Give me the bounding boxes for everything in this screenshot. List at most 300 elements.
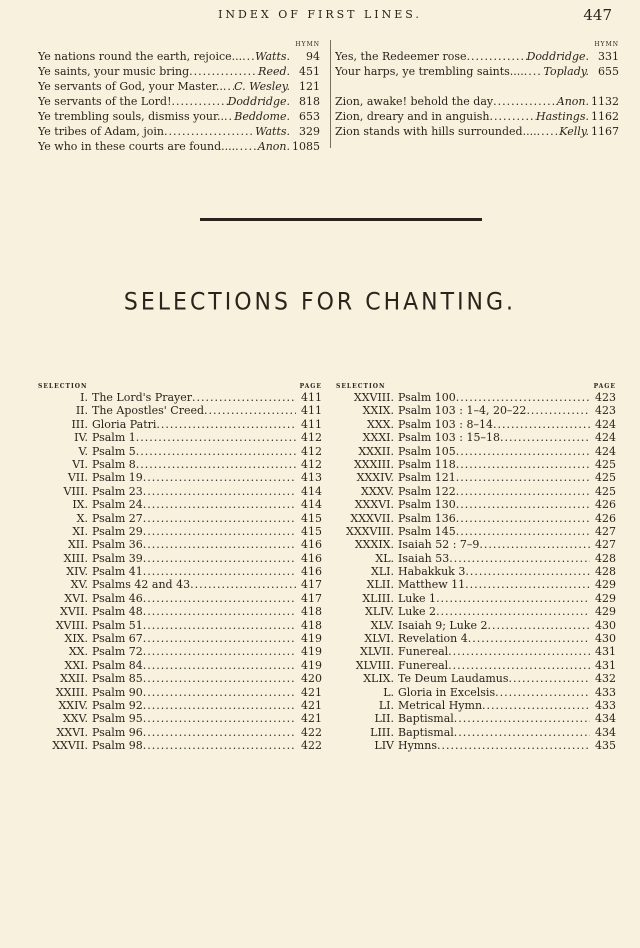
author-name: Toplady. <box>543 65 589 78</box>
dot-leader <box>495 686 590 699</box>
hymn-entry <box>335 124 619 139</box>
selection-entry <box>38 458 322 471</box>
hymn-number: 331 <box>598 50 619 63</box>
running-title: INDEX OF FIRST LINES. <box>218 8 422 21</box>
selection-title: Psalm 29 <box>92 524 143 538</box>
selection-entry <box>38 525 322 538</box>
dot-leader <box>143 659 296 672</box>
selection-page: 412 <box>301 457 322 471</box>
page-label: PAGE <box>299 383 322 390</box>
hymn-entry <box>335 64 619 79</box>
selection-entry <box>38 565 322 578</box>
selection-page: 423 <box>595 404 616 418</box>
hymn-entry <box>38 109 320 124</box>
selection-numeral: LIV <box>374 739 394 753</box>
selection-title: Psalm 84 <box>92 658 143 672</box>
selections-right-column <box>336 382 616 753</box>
author-name: Doddridge. <box>227 95 290 108</box>
hymn-entry <box>38 124 320 139</box>
selection-entry <box>38 498 322 511</box>
selection-page: 422 <box>301 739 322 753</box>
dot-leader <box>143 739 296 752</box>
selection-numeral: XXX. <box>367 417 394 431</box>
selection-title: Hymns <box>398 739 437 753</box>
hymn-number: 329 <box>299 125 320 138</box>
selection-title: Metrical Hymn <box>398 698 483 712</box>
selection-title: Psalm 136 <box>398 511 456 525</box>
hymn-entry <box>335 49 619 64</box>
selection-entry <box>336 391 616 404</box>
selection-entry <box>38 471 322 484</box>
selection-entry <box>336 525 616 538</box>
author-name: Hastings. <box>535 110 589 123</box>
dot-leader <box>143 592 296 605</box>
dot-leader <box>467 49 527 64</box>
dot-leader <box>189 64 258 79</box>
author-name: Anon. <box>556 95 589 108</box>
hymn-number: 1132 <box>591 95 619 108</box>
selection-title: Psalm 121 <box>398 471 456 485</box>
selection-title: Psalm 95 <box>92 712 143 726</box>
dot-leader <box>136 445 296 458</box>
selection-entry <box>38 485 322 498</box>
selection-page: 416 <box>301 551 322 565</box>
section-divider <box>200 218 482 221</box>
selection-numeral: XXXVII. <box>350 511 394 525</box>
selection-title: Psalm 122 <box>398 484 456 498</box>
hymn-entry <box>38 94 320 109</box>
selection-page: 425 <box>595 457 616 471</box>
selection-page: 424 <box>595 444 616 458</box>
dot-leader <box>454 712 590 725</box>
first-line-text: Zion stands with hills surrounded.... <box>335 125 537 138</box>
selection-title: Psalm 19 <box>92 471 143 485</box>
selection-numeral: XLVIII. <box>355 658 394 672</box>
selection-title: Gloria Patri <box>92 417 157 431</box>
dot-leader <box>143 645 296 658</box>
selection-numeral: XXIII. <box>55 685 88 699</box>
dot-leader <box>456 525 590 538</box>
selection-page: 420 <box>301 672 322 686</box>
selection-page: 424 <box>595 431 616 445</box>
selection-title: Psalm 92 <box>92 698 143 712</box>
dot-leader <box>456 485 590 498</box>
selection-page: 415 <box>301 524 322 538</box>
dot-leader <box>482 699 590 712</box>
selection-title: Isaiah 9; Luke 2 <box>398 618 488 632</box>
selection-entry <box>336 645 616 658</box>
selection-numeral: XXV. <box>62 712 88 726</box>
dot-leader <box>524 64 544 79</box>
selection-numeral: XXIV. <box>58 698 88 712</box>
hymn-number: 1167 <box>591 125 619 138</box>
selection-numeral: XXIX. <box>362 404 394 418</box>
selection-numeral: XLIV. <box>365 605 394 619</box>
selection-numeral: XXXIX. <box>354 538 394 552</box>
selection-page: 416 <box>301 538 322 552</box>
dot-leader <box>493 418 590 431</box>
selection-numeral: XL. <box>375 551 394 565</box>
selection-title: Psalms 42 and 43 <box>92 578 191 592</box>
selection-page: 424 <box>595 417 616 431</box>
dot-leader <box>224 109 234 124</box>
dot-leader <box>242 49 255 64</box>
dot-leader <box>204 404 296 417</box>
dot-leader <box>143 605 296 618</box>
dot-leader <box>448 645 590 658</box>
dot-leader <box>526 404 590 417</box>
selection-page: 421 <box>301 712 322 726</box>
selection-title: Psalm 5 <box>92 444 136 458</box>
dot-leader <box>456 471 590 484</box>
selection-entry <box>336 404 616 417</box>
selection-title: Psalm 46 <box>92 591 143 605</box>
selection-page: 417 <box>301 591 322 605</box>
selection-numeral: V. <box>78 444 88 458</box>
selection-numeral: XVII. <box>60 605 88 619</box>
hymn-number: 1162 <box>591 110 619 123</box>
selection-entry <box>336 471 616 484</box>
selection-numeral: XLVII. <box>360 645 394 659</box>
selection-page: 430 <box>595 632 616 646</box>
selection-page: 427 <box>595 538 616 552</box>
dot-leader <box>454 726 590 739</box>
selection-entry <box>336 726 616 739</box>
first-line-text: Ye servants of God, your Master.. <box>38 80 223 93</box>
selection-entry <box>38 739 322 752</box>
selection-title: Habakkuk 3 <box>398 565 466 579</box>
selection-entry <box>336 592 616 605</box>
selection-entry <box>38 699 322 712</box>
selection-entry <box>336 431 616 444</box>
selection-entry <box>336 699 616 712</box>
selection-entry <box>38 672 322 685</box>
selection-title: Psalm 100 <box>398 391 456 404</box>
dot-leader <box>143 699 296 712</box>
first-line-text: Ye saints, your music bring <box>38 65 190 78</box>
first-line-text: Zion, dreary and in anguish <box>335 110 490 123</box>
dot-leader <box>190 578 296 591</box>
selection-numeral: XXVIII. <box>353 391 394 404</box>
dot-leader <box>500 431 590 444</box>
dot-leader <box>143 512 296 525</box>
selection-numeral: LII. <box>374 712 394 726</box>
selection-title: Psalm 105 <box>398 444 456 458</box>
selection-numeral: LIII. <box>370 725 394 739</box>
selection-numeral: XIII. <box>63 551 88 565</box>
page-number: 447 <box>583 6 612 24</box>
selection-page: 433 <box>595 685 616 699</box>
selection-numeral: XXXV. <box>360 484 394 498</box>
selection-entry <box>336 686 616 699</box>
selection-entry <box>336 739 616 752</box>
dot-leader <box>509 672 590 685</box>
selection-numeral: XXXI. <box>362 431 394 445</box>
dot-leader <box>192 391 296 404</box>
selection-numeral: XLII. <box>366 578 394 592</box>
selection-numeral: XVI. <box>64 591 88 605</box>
selections-column-header <box>38 382 322 391</box>
selection-page: 425 <box>595 471 616 485</box>
selection-entry <box>38 632 322 645</box>
selection-numeral: VIII. <box>63 484 88 498</box>
selection-page: 412 <box>301 444 322 458</box>
page-label: PAGE <box>593 383 616 390</box>
selection-entry <box>38 578 322 591</box>
selection-title: Psalm 41 <box>92 565 143 579</box>
selection-entry <box>38 512 322 525</box>
selection-page: 415 <box>301 511 322 525</box>
author-name: Reed. <box>258 65 290 78</box>
selection-title: Psalm 103 : 1–4, 20–22 <box>398 404 527 418</box>
selection-numeral: XXXIV. <box>356 471 394 485</box>
dot-leader <box>143 498 296 511</box>
selection-title: Psalm 23 <box>92 484 143 498</box>
selection-page: 429 <box>595 578 616 592</box>
selection-page: 411 <box>301 404 322 418</box>
selection-title: Luke 1 <box>398 591 437 605</box>
selection-entry <box>336 632 616 645</box>
selection-title: Psalm 27 <box>92 511 143 525</box>
hymn-index-left-column <box>38 40 320 154</box>
dot-leader <box>143 672 296 685</box>
selection-title: Psalm 103 : 8–14 <box>398 417 493 431</box>
selection-page: 426 <box>595 498 616 512</box>
selection-page: 432 <box>595 672 616 686</box>
selection-numeral: X. <box>76 511 88 525</box>
dot-leader <box>164 124 255 139</box>
hymn-list-left <box>38 49 320 154</box>
selection-entry <box>336 565 616 578</box>
selection-numeral: XLIII. <box>362 591 394 605</box>
dot-leader <box>143 619 296 632</box>
selection-entry <box>38 592 322 605</box>
author-name: C. Wesley. <box>234 80 290 93</box>
selection-title: Psalm 8 <box>92 457 136 471</box>
selection-numeral: XXXII. <box>358 444 394 458</box>
selection-title: Psalm 90 <box>92 685 143 699</box>
selection-title: Psalm 67 <box>92 632 143 646</box>
selection-page: 414 <box>301 498 322 512</box>
dot-leader <box>537 124 560 139</box>
selection-entry <box>336 485 616 498</box>
selection-page: 419 <box>301 632 322 646</box>
selection-page: 434 <box>595 712 616 726</box>
hymn-entry <box>38 79 320 94</box>
dot-leader <box>156 418 296 431</box>
selection-entry <box>38 659 322 672</box>
selection-entry <box>336 498 616 511</box>
selection-numeral: XIX. <box>64 632 88 646</box>
selection-title: Psalm 103 : 15–18 <box>398 431 500 445</box>
selection-page: 419 <box>301 645 322 659</box>
selection-numeral: III. <box>71 417 88 431</box>
selection-numeral: XLIX. <box>363 672 394 686</box>
selection-title: The Apostles' Creed <box>92 404 205 418</box>
selection-page: 418 <box>301 605 322 619</box>
dot-leader <box>136 458 296 471</box>
dot-leader <box>172 94 228 109</box>
dot-leader <box>456 498 590 511</box>
selection-entry <box>38 418 322 431</box>
selection-title: Isaiah 52 : 7–9 <box>398 538 480 552</box>
selection-title: Psalm 130 <box>398 498 456 512</box>
selection-numeral: XXVI. <box>56 725 88 739</box>
dot-leader <box>436 605 590 618</box>
selection-entry <box>336 418 616 431</box>
selection-page: 433 <box>595 698 616 712</box>
selection-page: 411 <box>301 417 322 431</box>
selection-entry <box>38 404 322 417</box>
selection-numeral: VII. <box>67 471 88 485</box>
selection-entry <box>38 686 322 699</box>
dot-leader <box>479 538 590 551</box>
selection-entry <box>38 431 322 444</box>
selection-page: 426 <box>595 511 616 525</box>
selection-page: 423 <box>595 391 616 404</box>
section-title: SELECTIONS FOR CHANTING. <box>123 288 517 317</box>
blank-line <box>335 79 619 94</box>
selection-title: Psalm 72 <box>92 645 143 659</box>
first-line-text: Zion, awake! behold the day <box>335 95 494 108</box>
hymn-number: 94 <box>306 50 320 63</box>
selection-entry <box>38 391 322 404</box>
selection-title: Psalm 39 <box>92 551 143 565</box>
selections-left-column <box>38 382 322 753</box>
selection-numeral: IX. <box>72 498 88 512</box>
selection-numeral: XVIII. <box>55 618 88 632</box>
dot-leader <box>465 565 590 578</box>
dot-leader <box>468 632 590 645</box>
selection-page: 425 <box>595 484 616 498</box>
selection-numeral: XII. <box>67 538 88 552</box>
selection-numeral: XI. <box>72 524 88 538</box>
selection-entry <box>38 538 322 551</box>
selection-page: 417 <box>301 578 322 592</box>
selection-page: 434 <box>595 725 616 739</box>
selection-entry <box>336 659 616 672</box>
dot-leader <box>143 726 296 739</box>
selection-page: 416 <box>301 565 322 579</box>
first-line-text: Ye trembling souls, dismiss your.. <box>38 110 225 123</box>
selection-title: Psalm 48 <box>92 605 143 619</box>
selection-label: SELECTION <box>38 383 88 390</box>
dot-leader <box>449 552 590 565</box>
hymn-entry <box>38 49 320 64</box>
selection-numeral: XXVII. <box>52 739 88 753</box>
author-name: Beddome. <box>234 110 290 123</box>
hymn-number: 653 <box>299 110 320 123</box>
selection-title: Psalm 1 <box>92 431 136 445</box>
selection-title: The Lord's Prayer <box>92 391 193 404</box>
selection-page: 411 <box>301 391 322 404</box>
selection-page: 429 <box>595 591 616 605</box>
hymn-entry <box>38 64 320 79</box>
selection-numeral: XX. <box>68 645 88 659</box>
selection-title: Psalm 145 <box>398 524 456 538</box>
selection-entry <box>336 552 616 565</box>
selection-numeral: II. <box>75 404 88 418</box>
selection-page: 431 <box>595 645 616 659</box>
page-header <box>0 8 640 28</box>
selection-page: 428 <box>595 565 616 579</box>
selection-entry <box>336 538 616 551</box>
selection-entry <box>38 645 322 658</box>
selection-numeral: XXII. <box>60 672 88 686</box>
selection-numeral: XXXIII. <box>353 457 394 471</box>
selection-entry <box>336 445 616 458</box>
dot-leader <box>436 592 590 605</box>
hymn-number: 818 <box>299 95 320 108</box>
selection-numeral: L. <box>383 685 394 699</box>
first-line-text: Ye tribes of Adam, join <box>38 125 164 138</box>
hymn-column-label: HYMN <box>594 41 619 48</box>
dot-leader <box>143 686 296 699</box>
dot-leader <box>143 485 296 498</box>
selection-numeral: XXXVI. <box>354 498 394 512</box>
selection-title: Funereal <box>398 658 449 672</box>
selection-list-left <box>38 391 322 753</box>
first-line-text: Ye who in these courts are found.... <box>38 140 236 153</box>
first-line-text: Yes, the Redeemer rose <box>335 50 467 63</box>
selection-title: Psalm 98 <box>92 739 143 753</box>
author-name: Kelly. <box>559 125 589 138</box>
selection-page: 421 <box>301 698 322 712</box>
dot-leader <box>143 712 296 725</box>
dot-leader <box>143 525 296 538</box>
selection-entry <box>336 712 616 725</box>
dot-leader <box>487 619 590 632</box>
selection-page: 427 <box>595 524 616 538</box>
selection-entry <box>336 672 616 685</box>
dot-leader <box>136 431 296 444</box>
dot-leader <box>465 578 590 591</box>
selection-entry <box>38 552 322 565</box>
selection-title: Psalm 118 <box>398 457 456 471</box>
dot-leader <box>456 458 590 471</box>
dot-leader <box>143 471 296 484</box>
selection-title: Gloria in Excelsis <box>398 685 496 699</box>
selection-numeral: XV. <box>70 578 88 592</box>
selection-page: 428 <box>595 551 616 565</box>
dot-leader <box>448 659 590 672</box>
selection-title: Psalm 36 <box>92 538 143 552</box>
selection-numeral: XXXVIII. <box>346 524 394 538</box>
selection-numeral: I. <box>80 391 88 404</box>
hymn-index-right-column <box>330 40 619 148</box>
dot-leader <box>493 94 557 109</box>
selection-title: Funereal <box>398 645 449 659</box>
selection-page: 412 <box>301 431 322 445</box>
selection-title: Psalm 24 <box>92 498 143 512</box>
hymn-number: 655 <box>598 65 619 78</box>
author-name: Anon. <box>257 140 290 153</box>
selection-title: Baptismal <box>398 725 454 739</box>
selection-page: 413 <box>301 471 322 485</box>
selection-title: Psalm 85 <box>92 672 143 686</box>
selection-entry <box>336 458 616 471</box>
dot-leader <box>143 632 296 645</box>
selection-numeral: XLV. <box>370 618 394 632</box>
dot-leader <box>235 139 258 154</box>
author-name: Watts. <box>255 50 290 63</box>
hymn-entry <box>335 109 619 124</box>
hymn-entry <box>335 94 619 109</box>
selection-numeral: VI. <box>72 457 88 471</box>
selection-entry <box>336 619 616 632</box>
selection-entry <box>38 726 322 739</box>
dot-leader <box>456 512 590 525</box>
